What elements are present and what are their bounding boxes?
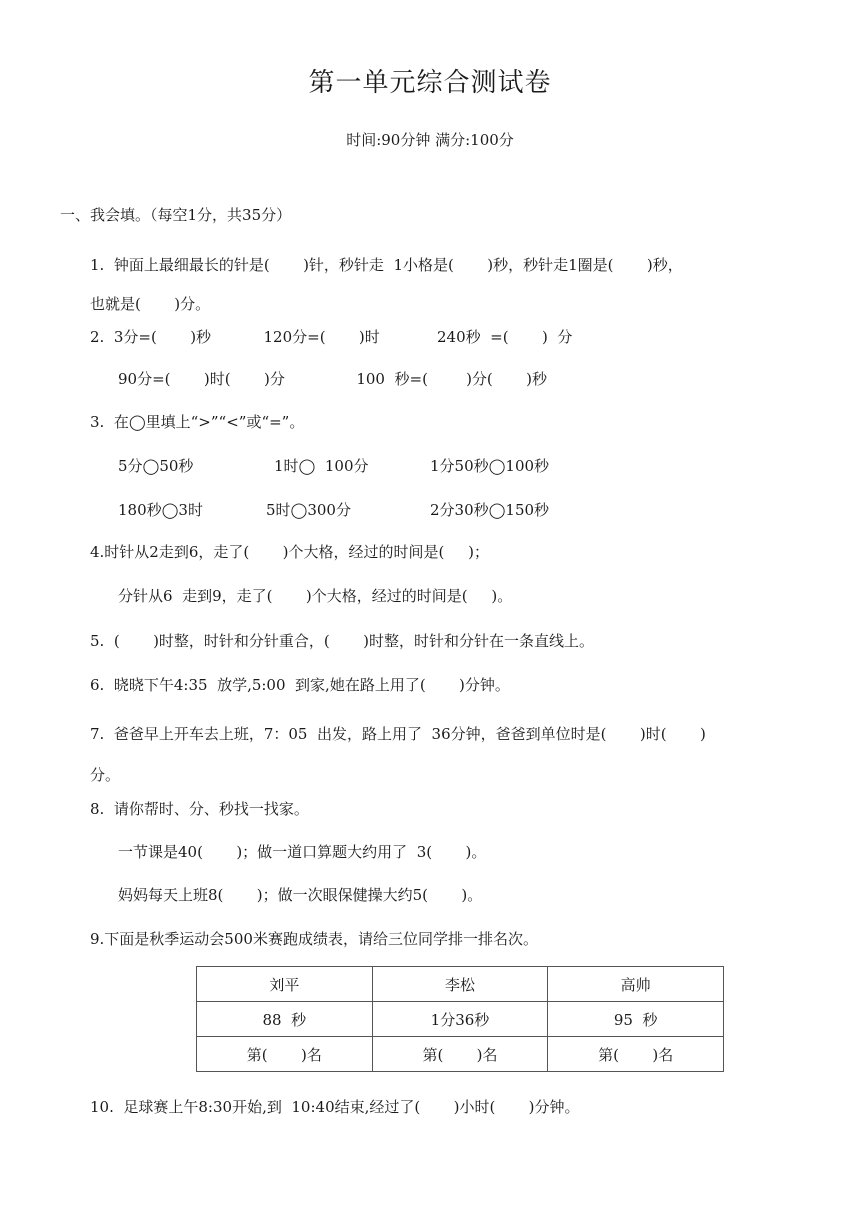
rank-blank: 第( )名: [548, 1037, 724, 1072]
compare-item: 5时◯300分: [266, 501, 351, 519]
exam-info: 时间:90分钟 满分:100分: [346, 131, 514, 149]
question-2-line-2: 90分=( )时( )分 100 秒=( )分( )秒: [118, 370, 548, 388]
rank-blank: 第( )名: [372, 1037, 548, 1072]
table-row: [197, 1037, 724, 1072]
question-3-prompt: 3. 在◯里填上“>”“<”或“=”。: [90, 413, 305, 431]
question-6: 6. 晓晓下午4:35 放学,5:00 到家,她在路上用了( )分钟。: [90, 676, 510, 694]
page-title: 第一单元综合测试卷: [308, 68, 552, 98]
question-8-line-2: 一节课是40( )；做一道口算题大约用了 3( )。: [118, 843, 487, 861]
student-name: 刘平: [197, 967, 373, 1002]
question-8-prompt: 8. 请你帮时、分、秒找一找家。: [90, 800, 309, 818]
question-10: 10. 足球赛上午8:30开始,到 10:40结束,经过了( )小时( )分钟。: [90, 1098, 580, 1116]
compare-item: 1时◯ 100分: [274, 457, 369, 475]
section-heading: 一、我会填。（每空1分，共35分）: [60, 206, 292, 224]
rank-blank: 第( )名: [197, 1037, 373, 1072]
race-time: 95 秒: [548, 1002, 724, 1037]
student-name: 高帅: [548, 967, 724, 1002]
question-4-line-2: 分针从6 走到9，走了( )个大格，经过的时间是( )。: [118, 587, 513, 605]
question-1-line-2: 也就是( )分。: [90, 295, 211, 313]
question-2-line-1: 2. 3分=( )秒 120分=( )时 240秒 =( ) 分: [90, 328, 573, 346]
compare-item: 1分50秒◯100秒: [430, 457, 550, 475]
compare-item: 2分30秒◯150秒: [430, 501, 550, 519]
race-time: 1分36秒: [372, 1002, 548, 1037]
compare-item: 180秒◯3时: [118, 501, 203, 519]
question-8-line-3: 妈妈每天上班8( )；做一次眼保健操大约5( )。: [118, 886, 483, 904]
question-7-line-1: 7. 爸爸早上开车去上班，7：05 出发，路上用了 36分钟，爸爸到单位时是( )时( ): [90, 725, 706, 743]
student-name: 李松: [372, 967, 548, 1002]
question-4-line-1: 4.时针从2走到6，走了( )个大格，经过的时间是( )；: [90, 543, 490, 561]
question-7-line-2: 分。: [90, 766, 121, 784]
compare-item: 5分◯50秒: [118, 457, 194, 475]
question-9-prompt: 9.下面是秋季运动会500米赛跑成绩表，请给三位同学排一排名次。: [90, 930, 538, 948]
race-results-table: [196, 966, 724, 1072]
race-time: 88 秒: [197, 1002, 373, 1037]
table-row: [197, 1002, 724, 1037]
question-5: 5. ( )时整，时针和分针重合，( )时整，时针和分针在一条直线上。: [90, 632, 595, 650]
table-row: [197, 967, 724, 1002]
question-1-line-1: 1. 钟面上最细最长的针是( )针，秒针走 1小格是( )秒，秒针走1圈是( )秒，: [90, 256, 683, 274]
